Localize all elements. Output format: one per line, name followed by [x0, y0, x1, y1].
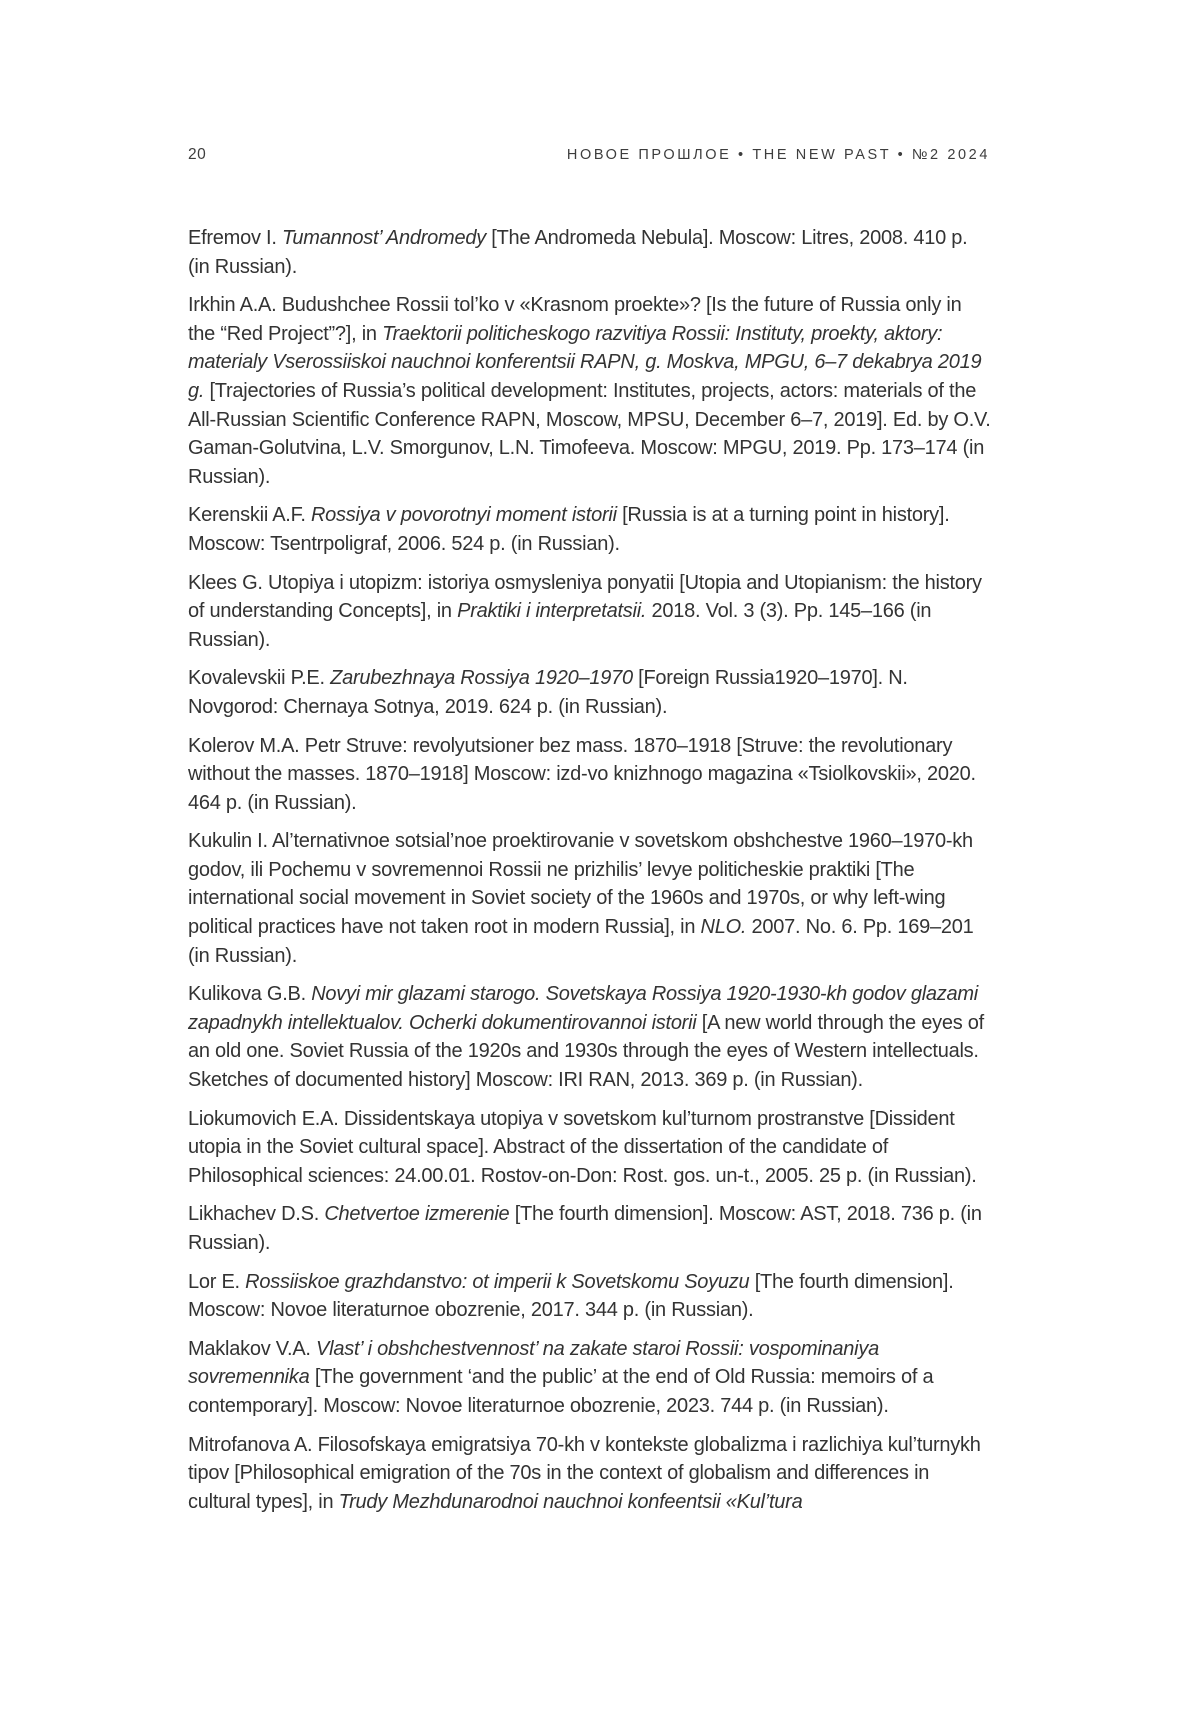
reference-entry: [188, 501, 992, 558]
references-list: [188, 224, 992, 1526]
reference-text: 2018. Vol. 3 (3). Pp. 145–166 (in Russian).: [188, 600, 932, 651]
reference-entry: [188, 224, 992, 281]
reference-text: Efremov I.: [188, 227, 282, 249]
reference-entry: [188, 1431, 992, 1517]
reference-text: Lor E.: [188, 1270, 246, 1293]
reference-title-italic: Rossiiskoe grazhdanstvo: ot imperii k Sovetskomu Soyuzu: [245, 1270, 750, 1293]
reference-entry: [188, 732, 992, 818]
reference-entry: [188, 980, 992, 1094]
reference-entry: [188, 827, 992, 970]
reference-text: Likhachev D.S.: [188, 1203, 325, 1226]
page-number: 20: [188, 146, 207, 163]
reference-title-italic: Vlast’ i obshchestvennost’ na zakate staroi Rossii: vospominaniya sovremennika: [188, 1337, 879, 1389]
reference-text: Mitrofanova A. Filosofskaya emigratsiya 70-kh v kontekste globalizma i razlichiya kul’turnykh tipov [Philosophical emigration of the 70s in the context of globalism and differences in cultural types], in: [188, 1433, 981, 1513]
reference-text: [The Andromeda Nebula]. Moscow: Litres, 2008. 410 p. (in Russian).: [188, 227, 968, 278]
reference-entry: [188, 291, 992, 491]
reference-entry: [188, 664, 992, 721]
reference-text: Klees G. Utopiya i utopizm: istoriya osmysleniya ponyatii [Utopia and Utopianism: the history of understanding Concepts], in: [188, 571, 982, 623]
reference-text: Kolerov M.A. Petr Struve: revolyutsioner bez mass. 1870–1918 [Struve: the revolutionary without the masses. 1870–1918] Moscow: izd-vo knizhnogo magazina «Tsiolkovskii», 2020. 464 p. (in Russian).: [188, 734, 976, 814]
reference-text: Irkhin A.A. Budushchee Rossii tol’ko v «Krasnom proekte»? [Is the future of Russia only in the “Red Project”?], in: [188, 294, 962, 345]
reference-text: [The fourth dimension]. Moscow: AST, 2018. 736 p. (in Russian).: [188, 1203, 982, 1254]
reference-text: Kulikova G.B.: [188, 983, 312, 1006]
reference-entry: [188, 1335, 992, 1421]
reference-text: 2007. No. 6. Pp. 169–201 (in Russian).: [188, 916, 974, 967]
reference-text: Kerenskii A.F.: [188, 504, 311, 527]
reference-title-italic: Zarubezhnaya Rossiya 1920–1970: [330, 667, 633, 690]
reference-title-italic: Traektorii politicheskogo razvitiya Rossii: Instituty, proekty, aktory: materialy Vserossiiskoi nauchnoi konferentsii RAPN, g. Moskva, MPGU, 6–7 dekabrya 2019 g.: [188, 322, 982, 402]
reference-text: [Russia is at a turning point in history]. Moscow: Tsentrpoligraf, 2006. 524 p. (in Russian).: [188, 504, 950, 555]
reference-title-italic: Novyi mir glazami starogo. Sovetskaya Rossiya 1920-1930-kh godov glazami zapadnykh intellektualov. Ocherki dokumentirovannoi istorii: [188, 983, 978, 1034]
reference-entry: [188, 1268, 992, 1325]
journal-running-title: НОВОЕ ПРОШЛОЕ • THE NEW PAST • №2 2024: [566, 147, 990, 163]
reference-text: Maklakov V.A.: [188, 1337, 317, 1360]
reference-title-italic: Chetvertoe izmerenie: [324, 1203, 510, 1226]
reference-text: [The fourth dimension]. Moscow: Novoe literaturnoe obozrenie, 2017. 344 p. (in Russian).: [188, 1270, 954, 1322]
reference-entry: [188, 1200, 992, 1257]
reference-entry: [188, 569, 992, 655]
reference-text: Kovalevskii P.E.: [188, 667, 331, 690]
reference-text: [The government ‘and the public’ at the end of Old Russia: memoirs of a contemporary]. Moscow: Novoe literaturnoe obozrenie, 2023. 744 p. (in Russian).: [188, 1366, 934, 1417]
reference-text: Liokumovich E.A. Dissidentskaya utopiya v sovetskom kul’turnom prostranstve [Dissident utopia in the Soviet cultural space]. Abstract of the dissertation of the candidate of Philosophical sciences: 24.00.01. Rostov-on-Don: Rost. gos. un-t., 2005. 25 p. (in Russian).: [188, 1107, 977, 1187]
reference-title-italic: Rossiya v povorotnyi moment istorii: [310, 504, 617, 527]
reference-entry: [188, 1105, 992, 1191]
reference-title-italic: Trudy Mezhdunarodnoi nauchnoi konfeentsii «Kul’tura: [338, 1490, 803, 1513]
reference-title-italic: Praktiki i interpretatsii.: [457, 600, 647, 623]
reference-text: [Trajectories of Russia’s political development: Institutes, projects, actors: materials of the All-Russian Scientific Conference RAPN, Moscow, MPSU, December 6–7, 2019]. Ed. by O.V. Gaman-Golutvina, L.V. Smorgunov, L.N. Timofeeva. Moscow: MPGU, 2019. Pp. 173–174 (in Russian).: [188, 379, 991, 488]
reference-text: [A new world through the eyes of an old one. Soviet Russia of the 1920s and 1930s through the eyes of Western intellectuals. Sketches of documented history] Moscow: IRI RAN, 2013. 369 p. (in Russian).: [188, 1011, 984, 1092]
reference-title-italic: NLO.: [700, 916, 747, 939]
page-header: [188, 146, 990, 164]
reference-text: Kukulin I. Al’ternativnoe sotsial’noe proektirovanie v sovetskom obshchestve 1960–1970-kh godov, ili Pochemu v sovremennoi Rossii ne prizhilis’ levye politicheskie praktiki [The international social movement in Soviet society of the 1960s and 1970s, or why left-wing political practices have not taken root in modern Russia], in: [188, 830, 973, 939]
reference-text: [Foreign Russia1920–1970]. N. Novgorod: Chernaya Sotnya, 2019. 624 p. (in Russian).: [188, 667, 908, 718]
reference-title-italic: Tumannost’ Andromedy: [281, 227, 486, 249]
